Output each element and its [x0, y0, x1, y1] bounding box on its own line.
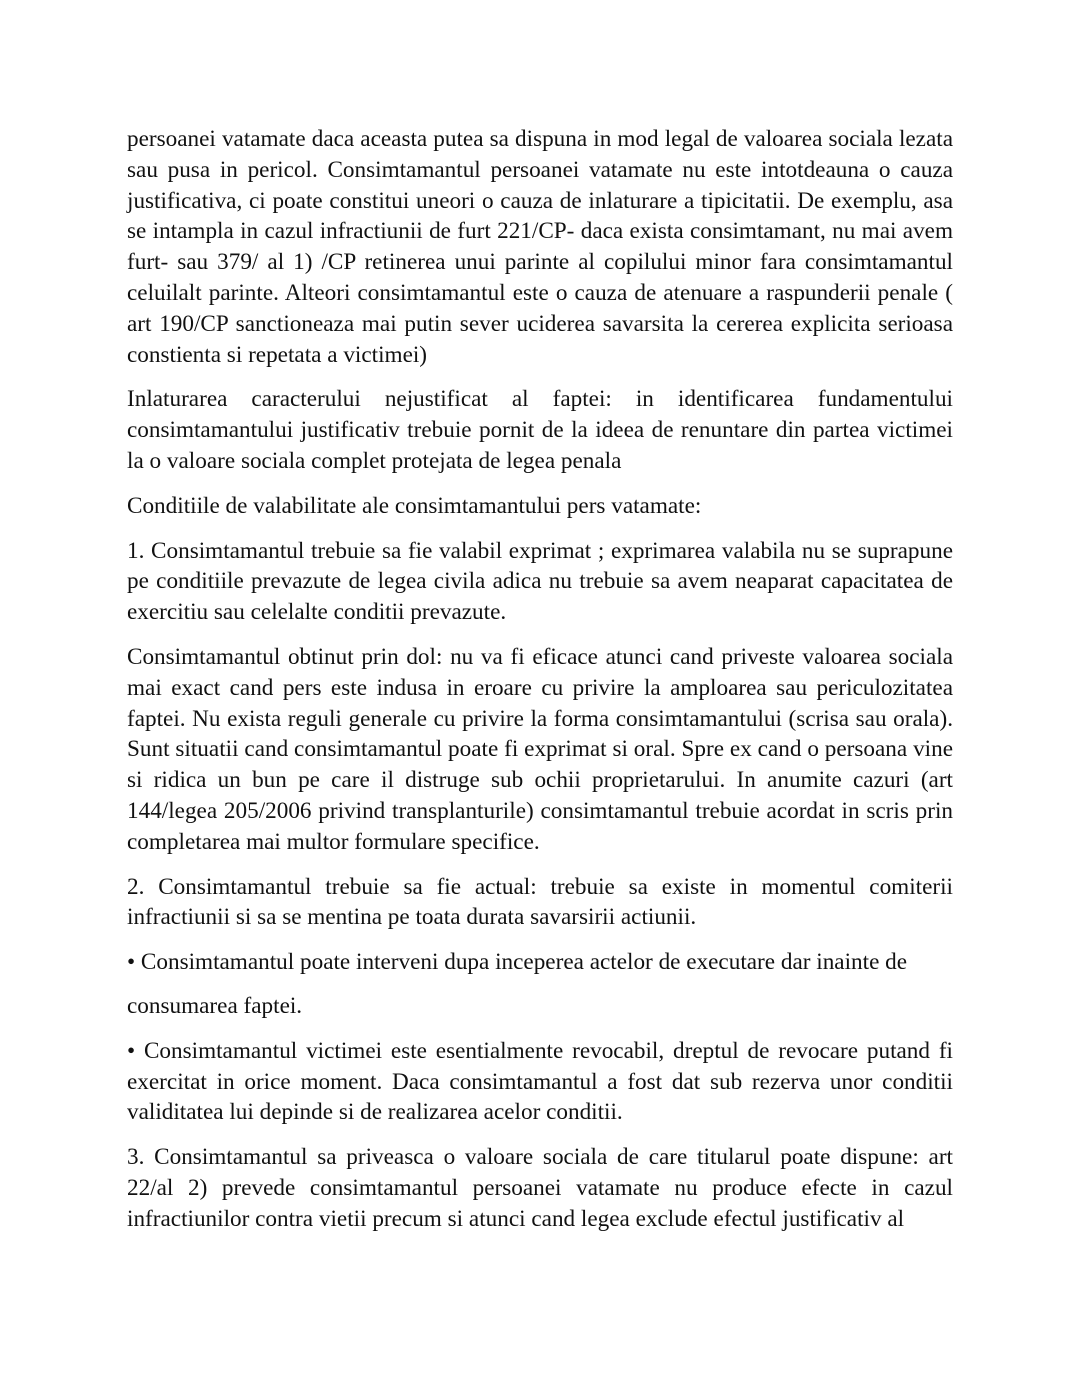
document-page [127, 124, 953, 1249]
paragraph-consent-by-fraud: Consimtamantul obtinut prin dol: nu va fi eficace atunci cand priveste valoarea sociala mai exact cand pers este indusa in eroare cu privire la amploarea sau periculozitatea faptei. Nu exista reguli generale cu privire la forma consimtamantului (scrisa sau orala). Sunt situatii cand consimtamantul poate fi exprimat si oral. Spre ex cand o persoana vine si ridica un bun pe care il distruge sub ochii proprietarului. In anumite cazuri (art 144/legea 205/2006 privind transplanturile) consimtamantul trebuie acordat in scris prin completarea mai multor formulare specifice. [127, 643, 953, 855]
paragraph-consent-intro: persoanei vatamate daca aceasta putea sa dispuna in mod legal de valoarea sociala lezata sau pusa in pericol. Consimtamantul persoanei vatamate nu este intotdeauna o cauza justificativa, ci poate constitui uneori o cauza de inlaturare a tipicitatii. De exemplu, asa se intampla in cazul infractiunii de furt 221/CP- daca exista consimtamant, nu mai avem furt- sau 379/ al 1) /CP retinerea unui parinte al copilului minor fara consimtamantul celuilalt parinte. Alteori consimtamantul este o cauza de atenuare a raspunderii penale ( art 190/CP sanctioneaza mai putin sever uciderea savarsita la cererea explicita serioasa constienta si repetata a victimei) [127, 126, 953, 368]
bullet-1-line-2: consumarea faptei. [127, 992, 303, 1019]
paragraph-condition-1: 1. Consimtamantul trebuie sa fie valabil exprimat ; exprimarea valabila nu se suprapune pe conditiile prevazute de legea civila adica nu trebuie sa avem neaparat capacitatea de exercitiu sau celelalte conditii prevazute. [127, 537, 953, 626]
bullet-2: • Consimtamantul victimei este esentialmente revocabil, dreptul de revocare putand fi exercitat in orice moment. Daca consimtamantul a fost dat sub rezerva unor conditii validitatea lui depinde si de realizarea acelor conditii. [127, 1037, 953, 1126]
paragraph-validity-conditions-heading: Conditiile de valabilitate ale consimtamantului pers vatamate: [127, 492, 702, 519]
paragraph-condition-3: 3. Consimtamantul sa priveasca o valoare sociala de care titularul poate dispune: art 22/al 2) prevede consimtamantul persoanei vatamate nu produce efecte in cazul infractiunilor contra vietii precum si atunci cand legea exclude efectul justificativ al [127, 1144, 953, 1232]
paragraph-condition-2: 2. Consimtamantul trebuie sa fie actual: trebuie sa existe in momentul comiterii infractiunii si sa se mentina pe toata durata savarsirii actiunii. [127, 873, 953, 931]
paragraph-unjustified-character: Inlaturarea caracterului nejustificat al faptei: in identificarea fundamentului consimtamantului justificativ trebuie pornit de la ideea de renuntare din partea victimei la o valoare sociala complet protejata de legea penala [127, 386, 953, 474]
bullet-1-line-1: • Consimtamantul poate interveni dupa inceperea actelor de executare dar inainte de [127, 949, 908, 976]
